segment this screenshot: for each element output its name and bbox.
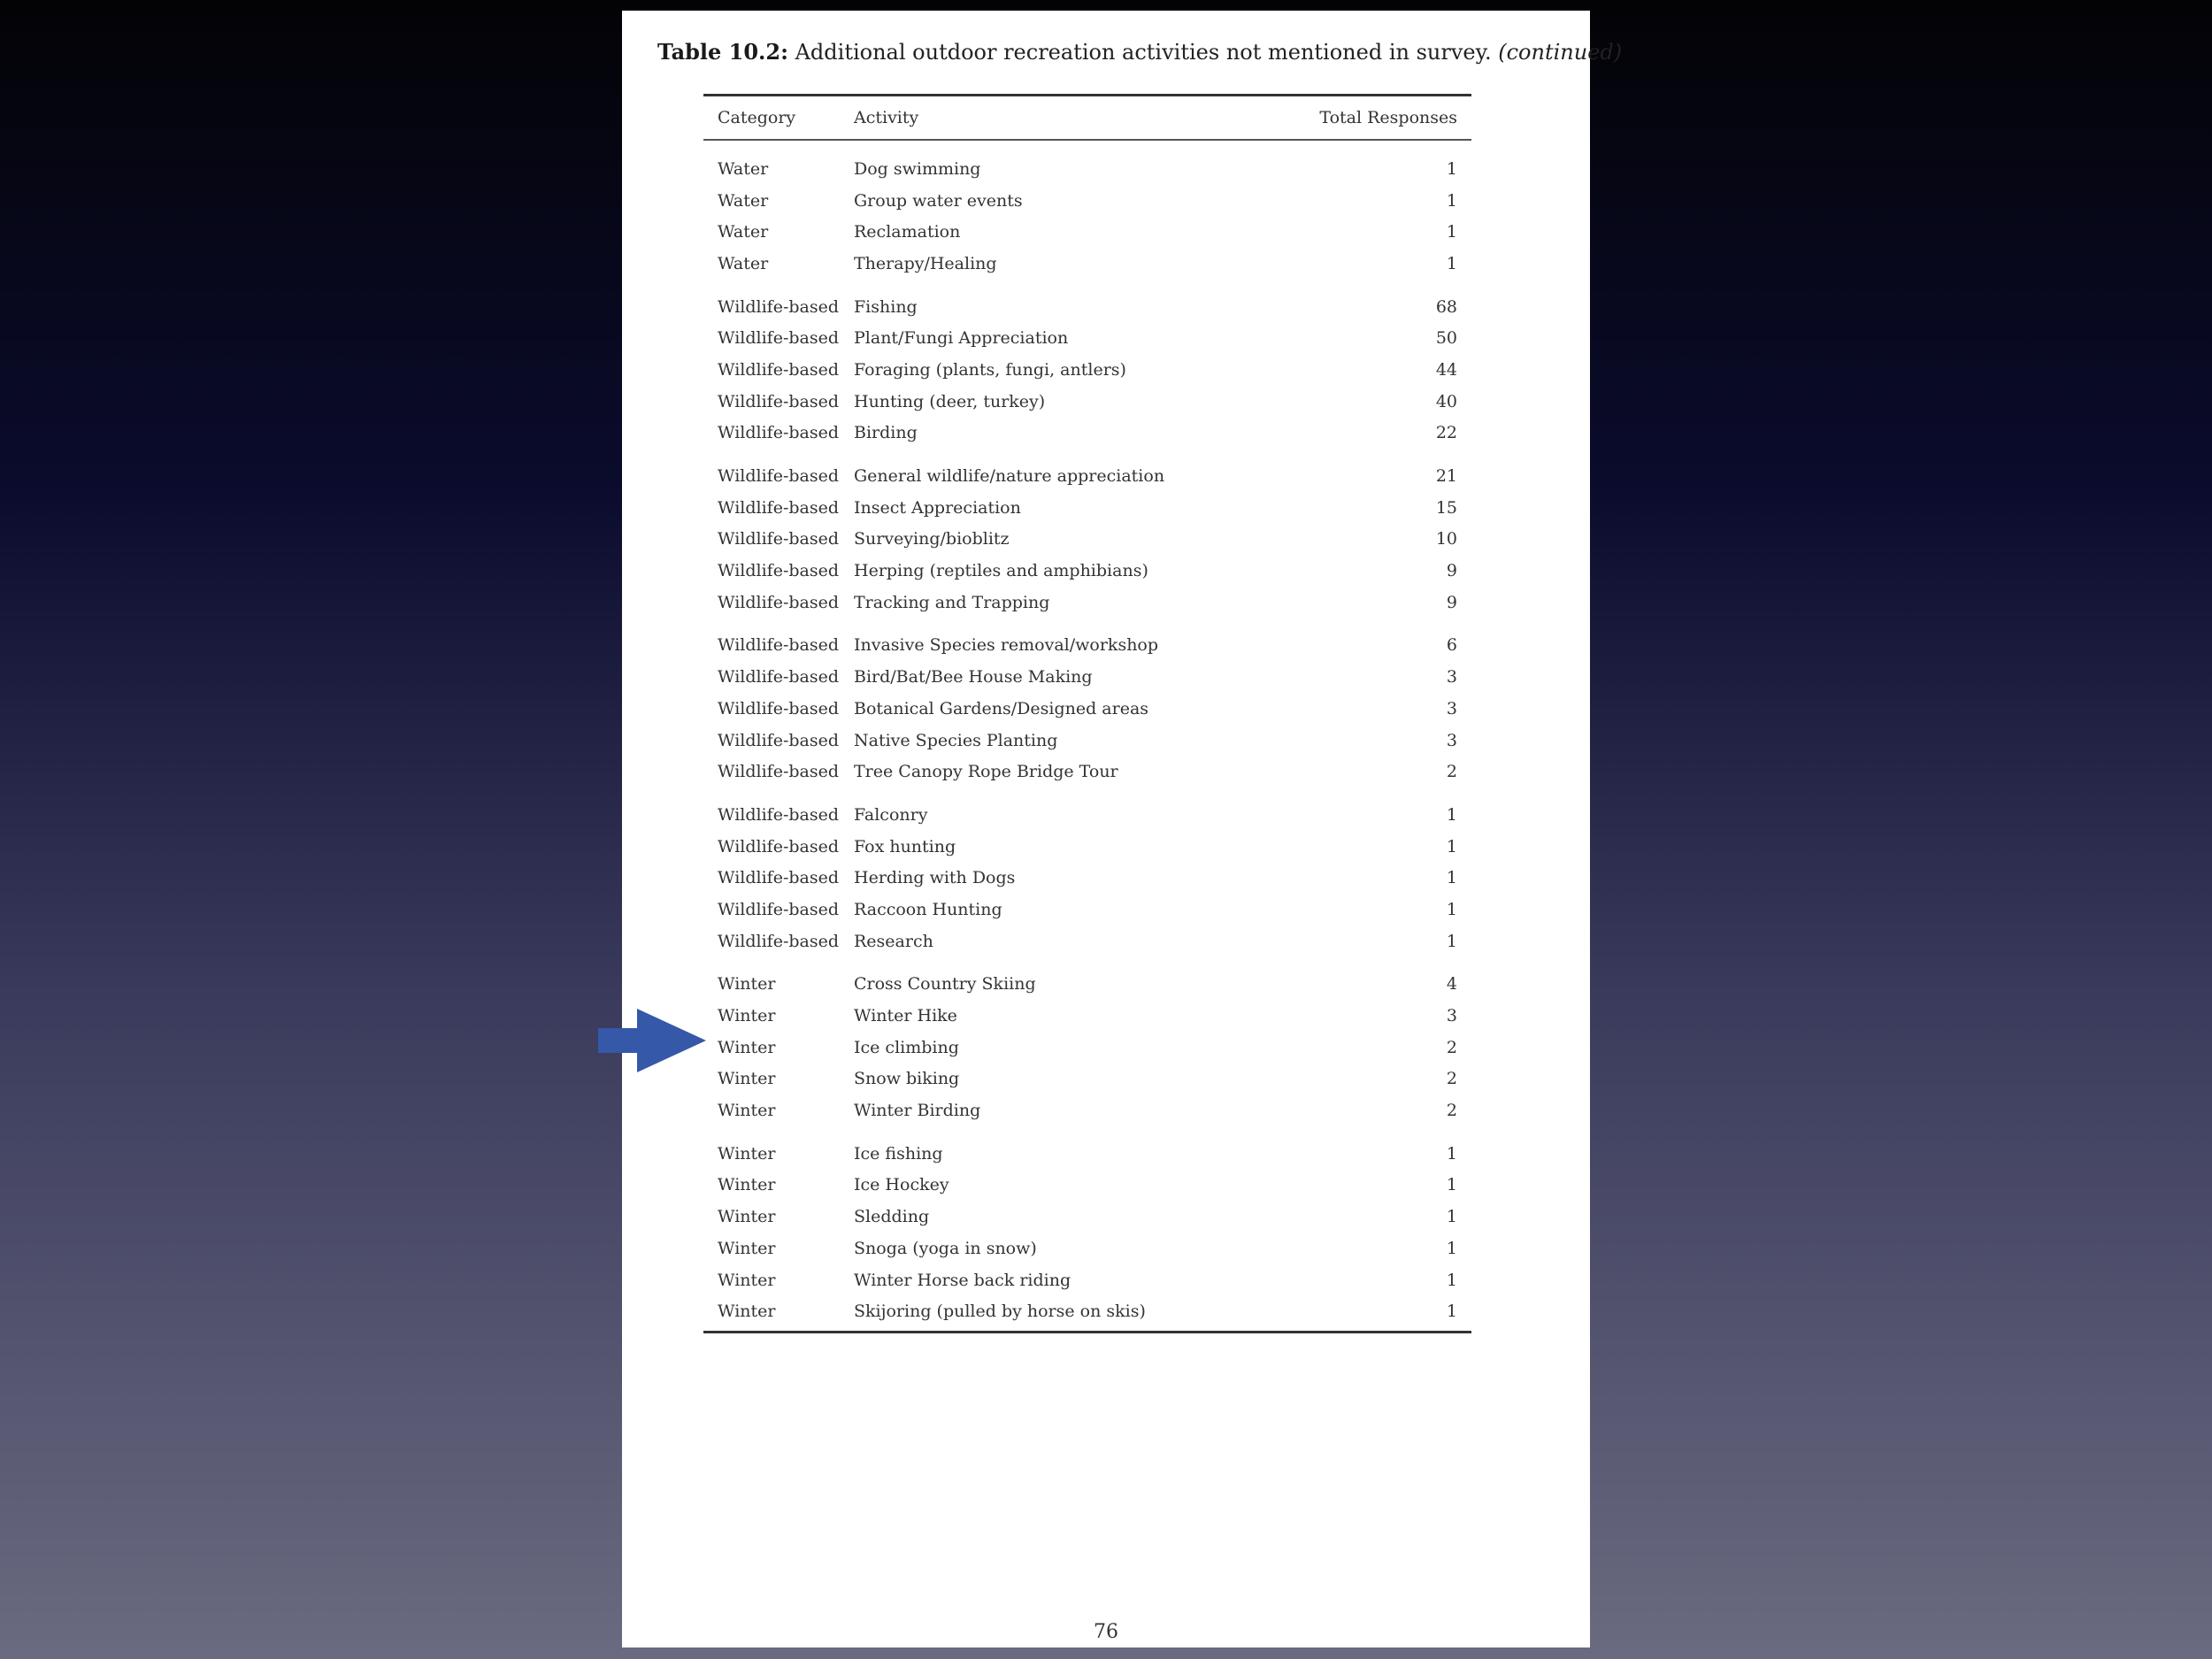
table-row <box>703 894 1471 926</box>
cell-activity: Ice Hockey <box>854 1175 949 1195</box>
table-row <box>703 248 1471 280</box>
cell-total-responses: 1 <box>1446 253 1457 273</box>
cell-category: Wildlife-based <box>718 359 840 380</box>
cell-category: Wildlife-based <box>718 529 840 549</box>
table-row <box>703 725 1471 757</box>
table-row <box>703 386 1471 418</box>
cell-category: Winter <box>718 1101 776 1121</box>
header-category: Category <box>718 108 796 127</box>
table-row <box>703 153 1471 185</box>
cell-activity: Foraging (plants, fungi, antlers) <box>854 359 1126 380</box>
cell-activity: Research <box>854 931 933 951</box>
cell-activity: Winter Horse back riding <box>854 1270 1071 1290</box>
cell-total-responses: 3 <box>1446 730 1457 750</box>
cell-activity: Therapy/Healing <box>854 253 997 273</box>
cell-activity: Dog swimming <box>854 158 981 179</box>
table-row <box>703 1170 1471 1202</box>
cell-activity: Tree Canopy Rope Bridge Tour <box>854 762 1118 782</box>
cell-activity: Falconry <box>854 804 928 825</box>
cell-total-responses: 21 <box>1435 466 1457 487</box>
header-activity: Activity <box>854 108 919 127</box>
cell-category: Winter <box>718 1302 776 1322</box>
cell-category: Wildlife-based <box>718 561 840 581</box>
cell-activity: Tracking and Trapping <box>854 592 1050 612</box>
table-row <box>703 969 1471 1001</box>
cell-category: Wildlife-based <box>718 730 840 750</box>
row-group <box>703 460 1471 618</box>
cell-category: Winter <box>718 974 776 995</box>
table-row <box>703 216 1471 248</box>
cell-category: Winter <box>718 1238 776 1258</box>
row-group <box>703 153 1471 280</box>
cell-category: Wildlife-based <box>718 899 840 919</box>
table-row <box>703 1094 1471 1126</box>
cell-total-responses: 1 <box>1446 190 1457 211</box>
cell-activity: Snoga (yoga in snow) <box>854 1238 1037 1258</box>
cell-activity: Skijoring (pulled by horse on skis) <box>854 1302 1146 1322</box>
cell-activity: Birding <box>854 423 918 443</box>
table-row <box>703 1064 1471 1095</box>
cell-activity: Plant/Fungi Appreciation <box>854 328 1069 349</box>
table-row <box>703 492 1471 524</box>
cell-total-responses: 1 <box>1446 1302 1457 1322</box>
table-row <box>703 354 1471 386</box>
table-body <box>703 141 1471 1331</box>
cell-category: Wildlife-based <box>718 762 840 782</box>
table-row <box>703 418 1471 449</box>
cell-category: Wildlife-based <box>718 868 840 888</box>
cell-category: Wildlife-based <box>718 328 840 349</box>
table-row <box>703 1000 1471 1032</box>
table-row <box>703 661 1471 693</box>
table-row <box>703 460 1471 492</box>
cell-activity: Invasive Species removal/workshop <box>854 635 1159 656</box>
cell-category: Winter <box>718 1175 776 1195</box>
table-row <box>703 926 1471 957</box>
cell-category: Winter <box>718 1143 776 1164</box>
table-row <box>703 799 1471 831</box>
cell-category: Winter <box>718 1270 776 1290</box>
cell-total-responses: 3 <box>1446 667 1457 687</box>
cell-activity: Hunting (deer, turkey) <box>854 391 1046 411</box>
cell-total-responses: 2 <box>1446 1037 1457 1057</box>
table-row <box>703 185 1471 217</box>
cell-total-responses: 10 <box>1435 529 1457 549</box>
cell-total-responses: 4 <box>1446 974 1457 995</box>
table-row <box>703 524 1471 556</box>
table-row <box>703 322 1471 354</box>
cell-total-responses: 9 <box>1446 561 1457 581</box>
table-row <box>703 1201 1471 1233</box>
cell-category: Water <box>718 158 769 179</box>
cell-activity: Surveying/bioblitz <box>854 529 1010 549</box>
row-group <box>703 969 1471 1126</box>
cell-activity: Winter Hike <box>854 1006 957 1026</box>
row-group <box>703 291 1471 449</box>
cell-activity: Sledding <box>854 1207 930 1227</box>
caption-continued: (continued) <box>1498 40 1623 65</box>
cell-activity: Botanical Gardens/Designed areas <box>854 698 1149 718</box>
caption-text: Additional outdoor recreation activities not mentioned in survey. <box>795 40 1492 65</box>
cell-total-responses: 1 <box>1446 1175 1457 1195</box>
cell-activity: Herding with Dogs <box>854 868 1016 888</box>
cell-category: Winter <box>718 1006 776 1026</box>
cell-total-responses: 1 <box>1446 1238 1457 1258</box>
cell-category: Water <box>718 190 769 211</box>
cell-activity: Fox hunting <box>854 836 956 856</box>
cell-total-responses: 1 <box>1446 868 1457 888</box>
cell-activity: Raccoon Hunting <box>854 899 1002 919</box>
cell-category: Winter <box>718 1037 776 1057</box>
cell-total-responses: 1 <box>1446 158 1457 179</box>
cell-activity: Herping (reptiles and amphibians) <box>854 561 1148 581</box>
cell-category: Wildlife-based <box>718 296 840 317</box>
table-row <box>703 587 1471 618</box>
cell-total-responses: 1 <box>1446 1270 1457 1290</box>
cell-category: Wildlife-based <box>718 804 840 825</box>
row-group <box>703 630 1471 787</box>
cell-activity: Winter Birding <box>854 1101 981 1121</box>
table-row <box>703 693 1471 725</box>
cell-activity: Insect Appreciation <box>854 497 1021 518</box>
cell-total-responses: 3 <box>1446 698 1457 718</box>
table-row <box>703 862 1471 894</box>
document-page <box>622 11 1623 1647</box>
cell-total-responses: 2 <box>1446 1101 1457 1121</box>
right-arrow-icon <box>598 1009 706 1072</box>
row-group <box>703 799 1471 956</box>
cell-category: Wildlife-based <box>718 698 840 718</box>
cell-total-responses: 50 <box>1435 328 1457 349</box>
cell-total-responses: 1 <box>1446 836 1457 856</box>
table-caption <box>657 39 1622 65</box>
cell-activity: Fishing <box>854 296 918 317</box>
cell-total-responses: 40 <box>1435 391 1457 411</box>
cell-activity: Ice climbing <box>854 1037 959 1057</box>
table-row <box>703 291 1471 323</box>
table-bottom-rule <box>703 1331 1471 1333</box>
cell-total-responses: 15 <box>1435 497 1457 518</box>
cell-activity: General wildlife/nature appreciation <box>854 466 1165 487</box>
cell-total-responses: 9 <box>1446 592 1457 612</box>
table-row <box>703 1295 1471 1327</box>
cell-category: Wildlife-based <box>718 391 840 411</box>
cell-activity: Snow biking <box>854 1069 960 1089</box>
cell-total-responses: 2 <box>1446 1069 1457 1089</box>
table-row <box>703 1138 1471 1170</box>
cell-activity: Native Species Planting <box>854 730 1058 750</box>
table-header-row <box>703 96 1471 139</box>
table-row <box>703 1032 1471 1064</box>
cell-category: Wildlife-based <box>718 931 840 951</box>
cell-category: Winter <box>718 1069 776 1089</box>
cell-activity: Bird/Bat/Bee House Making <box>854 667 1093 687</box>
cell-category: Water <box>718 222 769 242</box>
table-row <box>703 1264 1471 1296</box>
cell-category: Winter <box>718 1207 776 1227</box>
cell-category: Wildlife-based <box>718 836 840 856</box>
cell-activity: Group water events <box>854 190 1023 211</box>
activities-table <box>703 94 1471 1333</box>
cell-total-responses: 1 <box>1446 931 1457 951</box>
cell-category: Wildlife-based <box>718 667 840 687</box>
table-row <box>703 756 1471 787</box>
cell-category: Wildlife-based <box>718 423 840 443</box>
cell-activity: Reclamation <box>854 222 961 242</box>
cell-total-responses: 1 <box>1446 804 1457 825</box>
cell-total-responses: 22 <box>1435 423 1457 443</box>
cell-total-responses: 1 <box>1446 1207 1457 1227</box>
cell-category: Wildlife-based <box>718 466 840 487</box>
page-number: 76 <box>1094 1621 1118 1643</box>
header-total-responses: Total Responses <box>1319 108 1457 127</box>
caption-number: Table 10.2: <box>657 39 788 65</box>
cell-category: Wildlife-based <box>718 497 840 518</box>
table-row <box>703 555 1471 587</box>
cell-activity: Ice fishing <box>854 1143 943 1164</box>
cell-total-responses: 1 <box>1446 222 1457 242</box>
table-row <box>703 831 1471 863</box>
cell-category: Wildlife-based <box>718 635 840 656</box>
cell-total-responses: 2 <box>1446 762 1457 782</box>
cell-category: Wildlife-based <box>718 592 840 612</box>
cell-total-responses: 6 <box>1446 635 1457 656</box>
cell-total-responses: 44 <box>1435 359 1457 380</box>
cell-total-responses: 1 <box>1446 899 1457 919</box>
cell-total-responses: 68 <box>1435 296 1457 317</box>
row-group <box>703 1138 1471 1327</box>
table-row <box>703 630 1471 662</box>
cell-total-responses: 1 <box>1446 1143 1457 1164</box>
cell-total-responses: 3 <box>1446 1006 1457 1026</box>
table-row <box>703 1233 1471 1264</box>
cell-category: Water <box>718 253 769 273</box>
cell-activity: Cross Country Skiing <box>854 974 1036 995</box>
